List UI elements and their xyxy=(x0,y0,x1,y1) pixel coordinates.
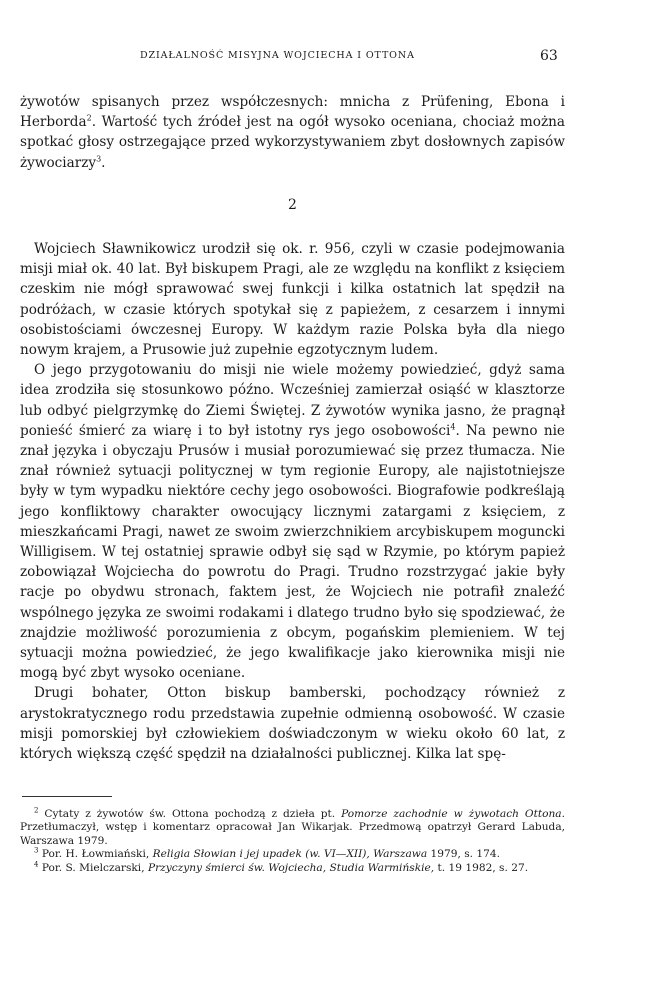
footnote-ref-2[interactable]: 2 xyxy=(86,113,92,123)
footnote-2: $^2$ Cytaty z żywotów św. Ottona pochodzą z dzieła pt. Pomorze zachodnie w żywotach Ottona. Przetłumaczył, wstęp i komentarz opracował Jan Wikarjak. Przedmową opatrzył Gerard Labuda, Warszawa 1979. xyxy=(20,806,565,847)
running-title: DZIAŁALNOŚĆ MISYJNA WOJCIECHA I OTTONA xyxy=(140,50,415,61)
footnote-4: $^4$ Por. S. Mielczarski, Przyczyny śmierci św. Wojciecha, Studia Warmińskie, t. 19 1982, s. 27. xyxy=(34,860,529,874)
footnote-divider xyxy=(22,796,112,797)
paragraph: Drugi bohater, Otton biskup bamberski, pochodzący również z arystokratycznego rodu przedstawia zupełnie odmienną osobowość. W czasie misji pomorskiej był człowiekiem doświadczonym w wieku około 60 lat, z których większą część spędził na działalności publicznej. Kilka lat spę- xyxy=(20,685,565,763)
page-number: 63 xyxy=(540,48,558,64)
paragraph: O jego przygotowaniu do misji nie wiele możemy powiedzieć, gdyż sama idea zrodziła się stosunkowo późno. Wcześniej zamierzał osiąść w klasztorze lub odbyć pielgrzymkę do Ziemi Świętej. Z żywotów wynika jasno, że pragnął ponieść śmierć za wiarę i to był istotny rys jego osobowości$^4$. Na pewno nie znał języka i obyczaju Prusów i musiał porozumiewać się przez tłumacza. Nie znał również sytuacji politycznej w tym regionie Europy, ale najistotniejsze były w tym wypadku niektóre cechy jego osobowości. Biografowie podkreślają jego konfliktowy charakter owocujący licznymi zatargami z księciem, z mieszkańcami Pragi, nawet ze swoim zwierzchnikiem arcybiskupem moguncki Willigisem. W tej ostatniej sprawie odbył się sąd w Rzymie, po którym papież zobowiązał Wojciecha do powrotu do Pragi. Trudno rozstrzygać jakie były racje po obydwu stronach, faktem jest, że Wojciech nie potrafił znaleźć wspólnego języka ze swoimi rodakami i dlatego trudno było się spodziewać, że znajdzie możliwość porozumienia z obcym, pogańskim plemieniem. W tej sytuacji można powiedzieć, że jego kwalifikacje jako kierownika misji nie mogą być zbyt wysoko oceniane. xyxy=(20,362,565,682)
footnote-ref-3[interactable]: 3 xyxy=(96,154,102,164)
main-text xyxy=(20,92,565,764)
paragraph-continued: żywotów spisanych przez współczesnych: mnicha z Prüfening, Ebona i Herborda$^2$. Wartość tych źródeł jest na ogół wysoko oceniana, chociaż można spotkać głosy ostrzegające przed wykorzystywaniem zbyt dosłownych zapisów żywociarzy$^3$. xyxy=(20,94,565,171)
section-number: 2 xyxy=(288,196,297,213)
footnotes xyxy=(20,808,565,875)
footnote-ref-4[interactable]: 4 xyxy=(450,422,456,432)
paragraph: Wojciech Sławnikowicz urodził się ok. r. 956, czyli w czasie podejmowania misji miał ok. 40 lat. Był biskupem Pragi, ale ze względu na konflikt z księciem czeskim nie mógł sprawować swej funkcji i kilka ostatnich lat spędził na podróżach, w czasie których spotykał się z papieżem, z cesarzem i innymi osobistościami ówczesnej Europy. W każdym razie Polska była dla niego nowym krajem, a Prusowie już zupełnie egzotycznym ludem. xyxy=(20,241,565,359)
footnote-3: $^3$ Por. H. Łowmiański, Religia Słowian i jej upadek (w. VI—XII), Warszawa 1979, s. 174. xyxy=(34,846,501,861)
